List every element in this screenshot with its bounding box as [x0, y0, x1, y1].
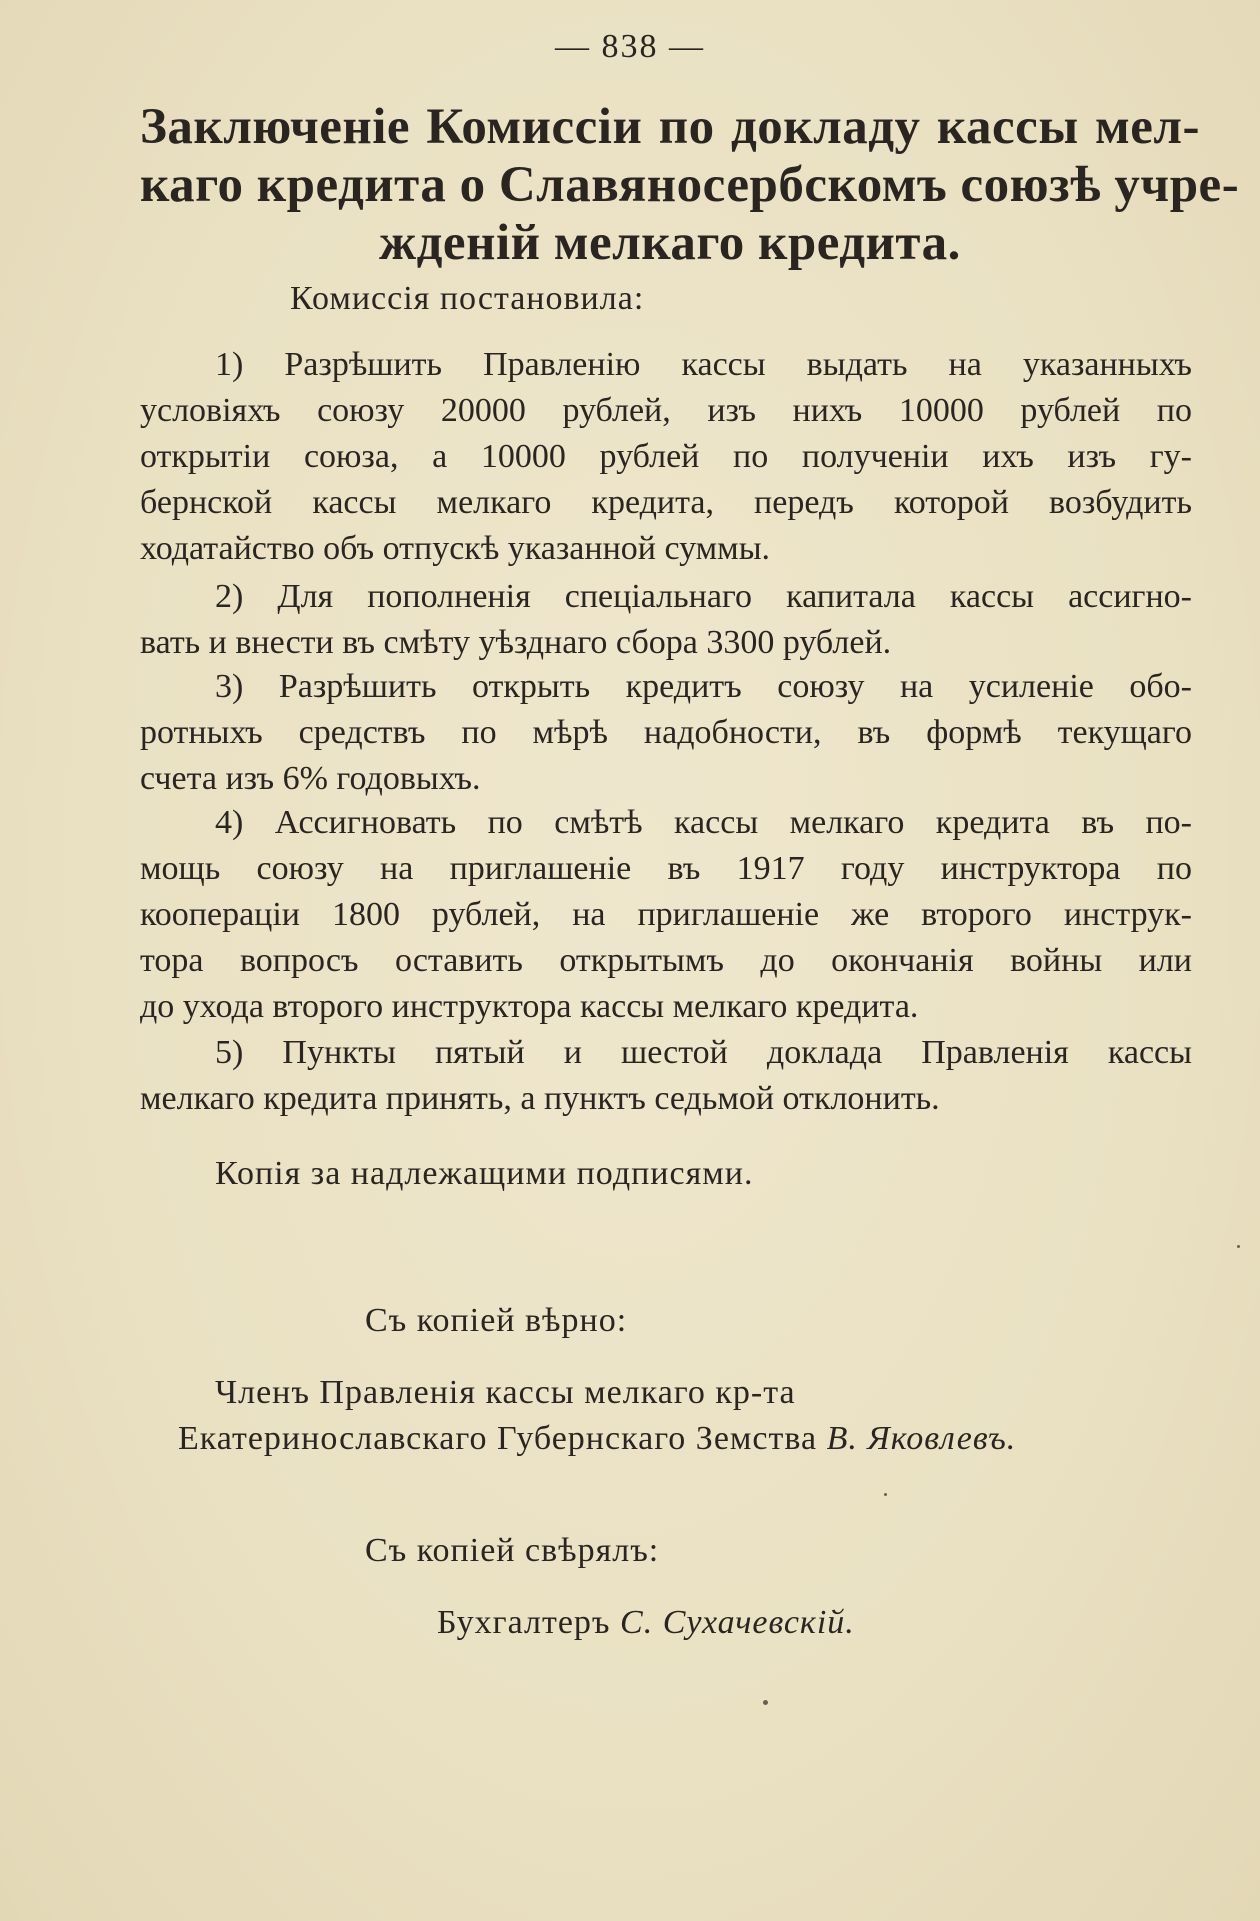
zemstvo-name: Екатеринославскаго Губернскаго Земства — [178, 1420, 818, 1457]
text-line: до ухода второго инструктора кассы мелкаго кредита. — [140, 988, 919, 1025]
member-signature-line — [178, 1420, 1016, 1458]
text-line: 2) Для пополненія спеціальнаго капитала кассы ассигно- — [215, 578, 1192, 615]
resolution-item-3 — [140, 664, 1192, 802]
text-line: 5) Пункты пятый и шестой доклада Правленія кассы — [215, 1034, 1192, 1071]
intro-text: Комиссія постановила: — [290, 280, 645, 317]
member-title: Членъ Правленія кассы мелкаго кр-та — [215, 1374, 796, 1411]
text-line: условіяхъ союзу 20000 рублей, изъ нихъ 10000 рублей по — [140, 392, 1192, 429]
checked-label: Съ копіей свѣрялъ: — [365, 1532, 660, 1569]
member-name: В. Яковлевъ. — [826, 1420, 1017, 1457]
accountant-name: С. Сухачевскій. — [620, 1604, 855, 1641]
title-line: жденій мелкаго кредита. — [379, 215, 961, 271]
verified-label: Съ копіей вѣрно: — [365, 1302, 628, 1339]
resolution-item-4 — [140, 800, 1192, 1030]
text-line: 1) Разрѣшить Правленію кассы выдать на указанныхъ — [215, 346, 1192, 383]
page-number: — 838 — — [555, 28, 705, 65]
accountant-signature-line — [437, 1604, 855, 1642]
title-line: Заключеніе Комиссіи по докладу кассы мел- — [140, 99, 1200, 155]
text-line: 3) Разрѣшить открыть кредитъ союзу на усиленіе обо- — [215, 668, 1192, 705]
resolution-item-2 — [140, 574, 1192, 666]
text-line: ротныхъ средствъ по мѣрѣ надобности, въ формѣ текущаго — [140, 714, 1192, 751]
text-line: кооперацiи 1800 рублей, на приглашеніе же второго инструк- — [140, 896, 1192, 933]
text-line: бернской кассы мелкаго кредита, передъ которой возбудить — [140, 484, 1192, 521]
text-line: ходатайство объ отпускѣ указанной суммы. — [140, 530, 771, 567]
resolution-item-5 — [140, 1030, 1192, 1122]
copy-note: Копія за надлежащими подписями. — [215, 1155, 754, 1192]
title-line: каго кредита о Славяносербскомъ союзѣ учре- — [140, 157, 1240, 213]
text-line: тора вопросъ оставить открытымъ до окончанія войны или — [140, 942, 1192, 979]
text-line: вать и внести въ смѣту уѣзднаго сбора 3300 рублей. — [140, 624, 892, 661]
paper-speck — [1237, 1245, 1240, 1248]
text-line: мелкаго кредита принять, а пунктъ седьмой отклонить. — [140, 1080, 940, 1117]
text-line: счета изъ 6% годовыхъ. — [140, 760, 481, 797]
document-title — [140, 98, 1240, 272]
text-line: открытіи союза, а 10000 рублей по полученіи ихъ изъ гу- — [140, 438, 1192, 475]
paper-speck — [763, 1700, 768, 1705]
text-line: 4) Ассигновать по смѣтѣ кассы мелкаго кредита въ по- — [215, 804, 1192, 841]
paper-speck — [884, 1493, 887, 1496]
resolution-item-1 — [140, 342, 1192, 572]
accountant-title: Бухгалтеръ — [437, 1604, 611, 1641]
text-line: мощь союзу на приглашеніе въ 1917 году инструктора по — [140, 850, 1192, 887]
